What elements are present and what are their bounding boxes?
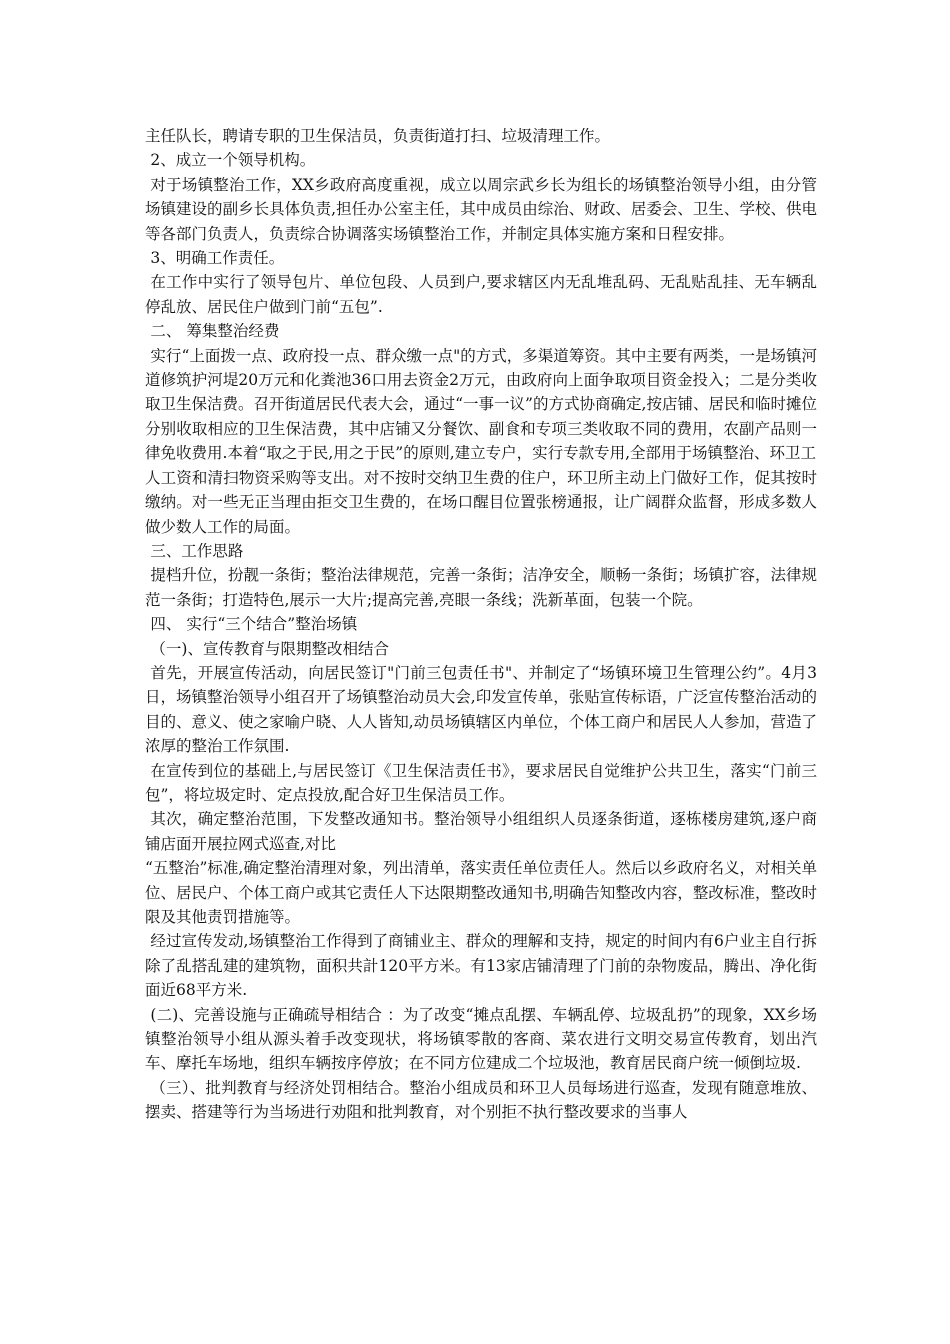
paragraph-13: 首先，开展宣传活动，向居民签订"门前三包责任书"、并制定了“场镇环境卫生管理公约”。4月3日，场镇整治领导小组召开了场镇整治动员大会,印发宣传单，张贴宣传标语，广泛宣传整治活动的目的、意义、使之家喻户晓、人人皆知,动员场镇辖区内单位，个体工商户和居民人人参加，营造了浓厚的整治工作氛围. — [145, 663, 817, 756]
section-heading-4: 四、 实行“三个结合”整治场镇 — [150, 615, 358, 634]
paragraph-19: （三）、批判教育与经济处罚相结合。整治小组成员和环卫人员每场进行巡查，发现有随意堆放、摆卖、搭建等行为当场进行劝阻和批判教育，对个别拒不执行整改要求的当事人 — [145, 1078, 817, 1122]
paragraph-15: 其次，确定整治范围，下发整改通知书。整治领导小组组织人员逐条街道，逐栋楼房建筑,逐户商铺店面开展拉网式巡查,对比 — [145, 810, 817, 853]
section-heading-3: 三、工作思路 — [150, 541, 244, 560]
subsection-heading-1: （一)、宣传教育与限期整改相结合 — [150, 639, 389, 658]
paragraph-8: 人工资和清扫物资采购等支出。对不按时交纳卫生费的住户，环卫所主动上门做好工作，促其按时缴纳。对一些无正当理由拒交卫生费的，在场口醒目位置张榜通报，让广阔群众监督，形成多数人做少数人工作的局面。 — [145, 468, 817, 536]
paragraph-3: 对于场镇整治工作，XX乡政府高度重视，成立以周宗武乡长为组长的场镇整治领导小组，由分管场镇建设的副乡长具体负责,担任办公室主任，其中成员由综治、财政、居委会、卫生、学校、供电等各部门负责人，负责综合协调落实场镇整治工作，并制定具体实施方案和日程安排。 — [145, 175, 817, 243]
paragraph-5: 在工作中实行了领导包片、单位包段、人员到户,要求辖区内无乱堆乱码、无乱贴乱挂、无车辆乱停乱放、居民住户做到门前“五包”. — [145, 273, 817, 316]
paragraph-14: 在宣传到位的基础上,与居民签订《卫生保洁责任书》，要求居民自觉维护公共卫生，落实“门前三包”，将垃圾定时、定点投放,配合好卫生保洁员工作。 — [145, 761, 817, 804]
paragraph-16: “五整治”标准,确定整治清理对象，列出清单，落实责任单位责任人。然后以乡政府名义，对相关单位、居民户、个体工商户或其它责任人下达限期整改通知书,明确告知整改内容，整改标准，整改时限及其他责罚措施等。 — [145, 859, 817, 926]
section-heading-2: 二、 筹集整治经费 — [150, 322, 280, 341]
paragraph-1: 主任队长，聘请专职的卫生保洁员，负责街道打扫、垃圾清理工作。 — [145, 127, 611, 145]
paragraph-17: 经过宣传发动,场镇整治工作得到了商铺业主、群众的理解和支持，规定的时间内有6户业主自行拆除了乱搭乱建的建筑物，面积共計120平方米。有13家店铺清理了门前的杂物废品，腾出、净化街面近68平方米. — [145, 932, 817, 1000]
paragraph-4: 3、明确工作责任。 — [150, 249, 285, 268]
paragraph-10: 提档升位，扮靓一条街；整治法律规范，完善一条街；洁净安全，顺畅一条街；场镇扩容，法律规范一条街；打造特色,展示一大片;提高完善,亮眼一条线；洗新革面，包装一个院。 — [145, 566, 817, 609]
paragraph-7: 实行“上面拨一点、政府投一点、群众缴一点"的方式，多渠道筹资。其中主要有两类，一是场镇河道修筑护河堤20万元和化粪池36口用去资金2万元，由政府向上面争取项目资金投入；二是分类收取卫生保洁费。召开街道居民代表大会，通过“一事一议”的方式协商确定,按店铺、居民和临时摊位分别收取相应的卫生保洁费，其中店铺又分餐饮、副食和专项三类收取不同的费用，农副产品则一律免收费用.本着“取之于民,用之于民”的原则,建立专户，实行专款专用,全部用于场镇整治、环卫工 — [145, 346, 817, 463]
paragraph-18: (二)、完善设施与正确疏导相结合 ：为了改变“摊点乱摆、车辆乱停、垃圾乱扔”的现象，XX乡场镇整治领导小组从源头着手改变现状，将场镇零散的客商、菜农进行文明交易宣传教育，划出汽车、摩托车场地，组织车辆按序停放；在不同方位建成二个垃圾池，教育居民商户统一倾倒垃圾. — [145, 1005, 817, 1073]
document-body — [145, 124, 817, 1125]
paragraph-2: 2、成立一个领导机构。 — [150, 151, 316, 170]
